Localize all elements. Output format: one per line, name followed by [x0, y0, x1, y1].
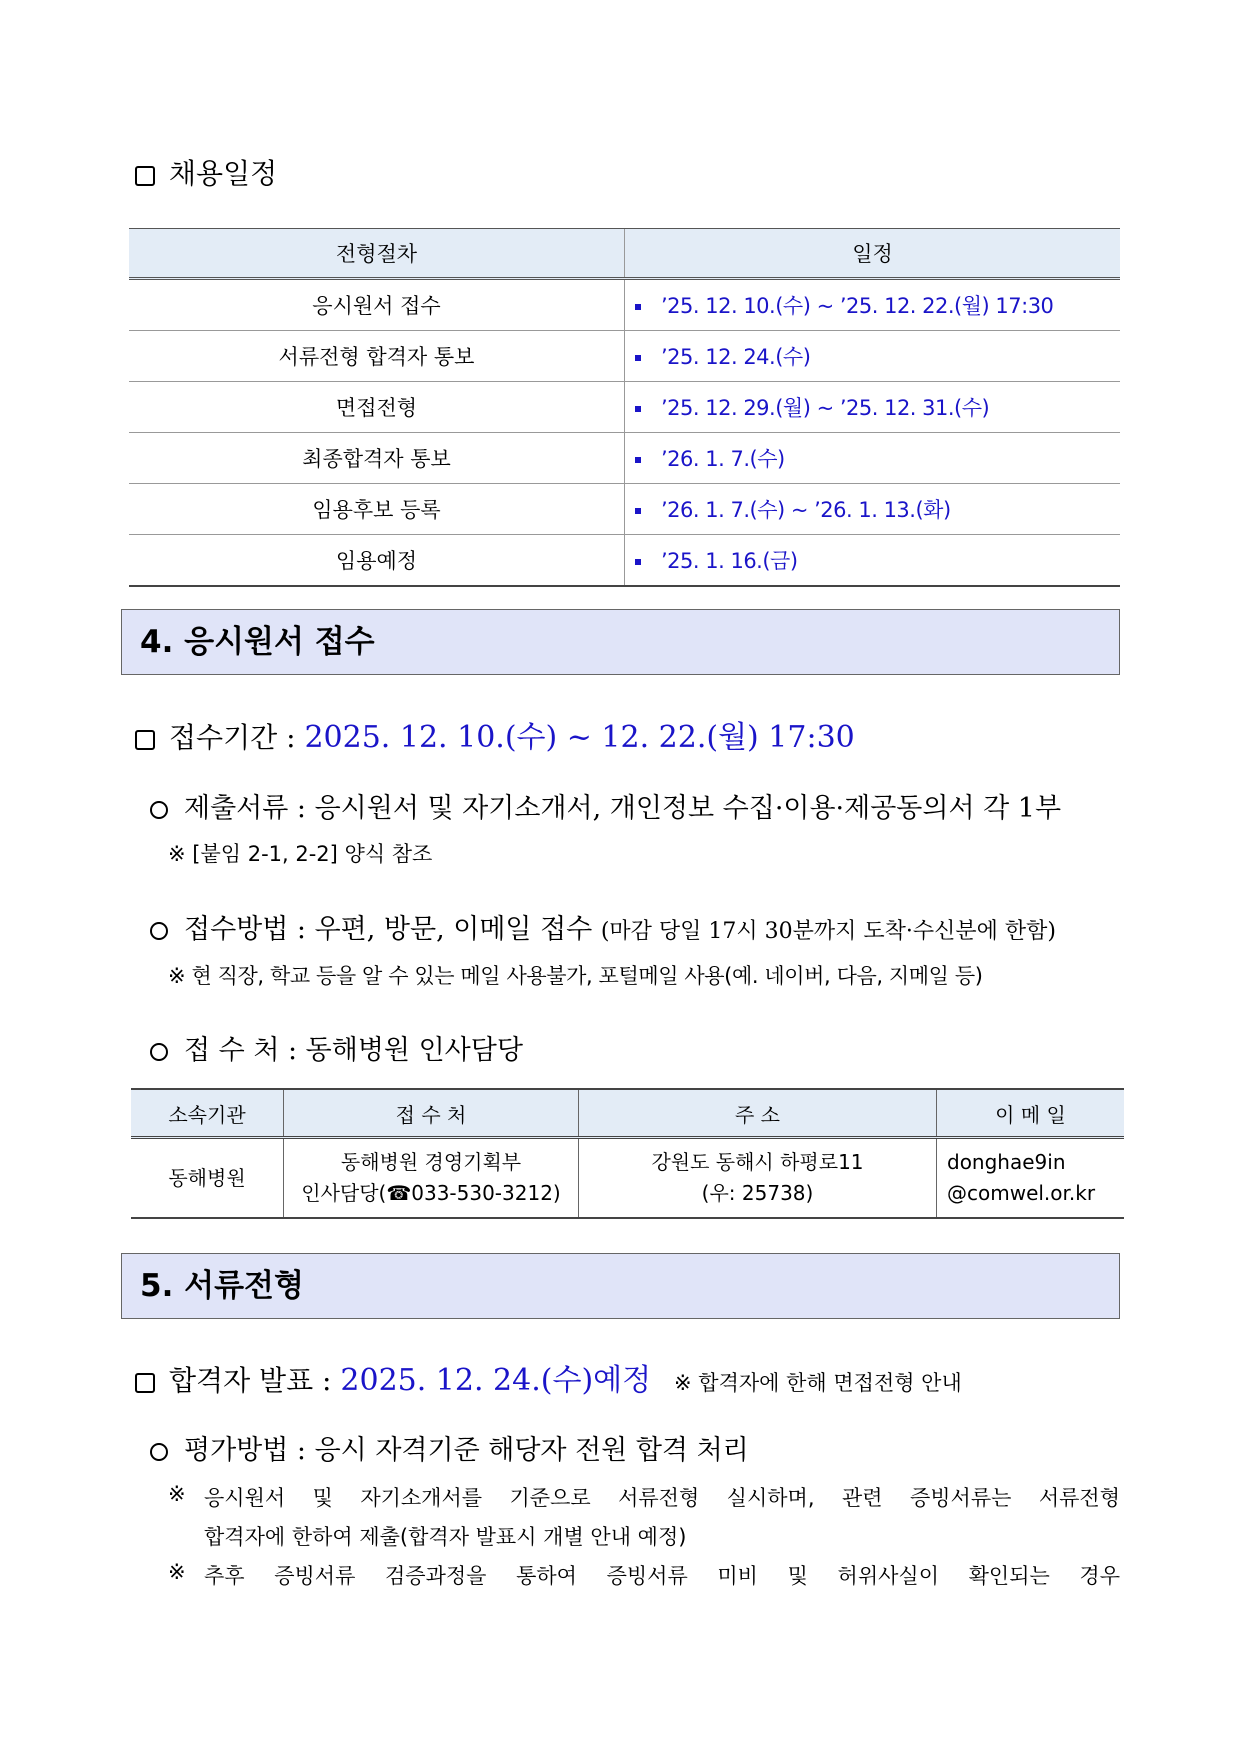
org-cell: 동해병원 [131, 1138, 284, 1219]
date-cell: ’25. 1. 16.(금) [625, 535, 1121, 587]
eval-note-1: ※ 응시원서 및 자기소개서를 기준으로 서류전형 실시하며, 관련 증빙서류는 서류전형 합격자에 한하여 제출(합격자 발표시 개별 안내 예정) [168, 1482, 1120, 1549]
table-row [129, 433, 1120, 484]
table-row [129, 484, 1120, 535]
circle-bullet-icon [150, 922, 168, 940]
office-cell: 동해병원 경영기획부 인사담당(☎033-530-3212) [284, 1138, 579, 1219]
period-value: 2025. 12. 10.(수) ~ 12. 22.(월) 17:30 [304, 720, 855, 755]
date-cell: ’25. 12. 29.(월) ~ ’25. 12. 31.(수) [625, 382, 1121, 433]
eval-line: 평가방법 : 응시 자격기준 해당자 전원 합격 처리 [150, 1428, 749, 1467]
header-procedure: 전형절차 [129, 229, 625, 279]
docs-note: ※ [붙임 2-1, 2-2] 양식 참조 [168, 842, 433, 866]
table-row [129, 382, 1120, 433]
procedure-cell: 최종합격자 통보 [129, 433, 625, 484]
bullet-icon [635, 559, 641, 565]
header-org: 소속기관 [131, 1089, 284, 1138]
address-cell: 강원도 동해시 하평로11 (우: 25738) [579, 1138, 937, 1219]
header-address: 주 소 [579, 1089, 937, 1138]
header-office: 접 수 처 [284, 1089, 579, 1138]
schedule-table [129, 228, 1120, 587]
circle-bullet-icon [150, 801, 168, 819]
procedure-cell: 임용예정 [129, 535, 625, 587]
method-paren: (마감 당일 17시 30분까지 도착·수신분에 한함) [600, 919, 1056, 944]
circle-bullet-icon [150, 1043, 168, 1061]
method-note: ※ 현 직장, 학교 등을 알 수 있는 메일 사용불가, 포털메일 사용(예. 네이버, 다음, 지메일 등) [168, 964, 983, 988]
section-4-title: 4. 응시원서 접수 [121, 609, 1120, 675]
checkbox-square-icon [135, 730, 155, 750]
announce-note: ※ 합격자에 한해 면접전형 안내 [674, 1371, 962, 1395]
table-header-row [131, 1089, 1124, 1138]
date-cell: ’25. 12. 10.(수) ~ ’25. 12. 22.(월) 17:30 [625, 279, 1121, 331]
header-email: 이 메 일 [937, 1089, 1125, 1138]
checkbox-square-icon [135, 166, 155, 186]
method-line: 접수방법 : 우편, 방문, 이메일 접수 (마감 당일 17시 30분까지 도착·수신분에 한함) [150, 907, 1056, 946]
bullet-icon [635, 508, 641, 514]
table-row [129, 279, 1120, 331]
table-row [129, 331, 1120, 382]
announce-line: 합격자 발표 : 2025. 12. 24.(수)예정 ※ 합격자에 한해 면접전형 안내 [135, 1355, 962, 1399]
bullet-icon [635, 406, 641, 412]
checkbox-square-icon [135, 1373, 155, 1393]
table-row [131, 1138, 1124, 1219]
office-line: 접 수 처 : 동해병원 인사담당 [150, 1028, 523, 1067]
date-cell: ’25. 12. 24.(수) [625, 331, 1121, 382]
announce-value: 2025. 12. 24.(수)예정 [340, 1363, 652, 1398]
bullet-icon [635, 355, 641, 361]
procedure-cell: 서류전형 합격자 통보 [129, 331, 625, 382]
eval-note-2: ※ 추후 증빙서류 검증과정을 통하여 증빙서류 미비 및 허위사실이 확인되는 경우 [168, 1560, 1120, 1588]
schedule-heading: 채용일정 [135, 152, 277, 192]
reception-table [131, 1088, 1124, 1219]
procedure-cell: 응시원서 접수 [129, 279, 625, 331]
table-row [129, 535, 1120, 587]
table-header-row [129, 229, 1120, 279]
procedure-cell: 임용후보 등록 [129, 484, 625, 535]
date-cell: ’26. 1. 7.(수) ~ ’26. 1. 13.(화) [625, 484, 1121, 535]
bullet-icon [635, 457, 641, 463]
header-date: 일정 [625, 229, 1121, 279]
period-line: 접수기간 : 2025. 12. 10.(수) ~ 12. 22.(월) 17:30 [135, 712, 855, 756]
circle-bullet-icon [150, 1443, 168, 1461]
procedure-cell: 면접전형 [129, 382, 625, 433]
section-5-title: 5. 서류전형 [121, 1253, 1120, 1319]
docs-line: 제출서류 : 응시원서 및 자기소개서, 개인정보 수집·이용·제공동의서 각 1부 [150, 786, 1061, 825]
date-cell: ’26. 1. 7.(수) [625, 433, 1121, 484]
bullet-icon [635, 304, 641, 310]
email-cell: donghae9in @comwel.or.kr [937, 1138, 1125, 1219]
